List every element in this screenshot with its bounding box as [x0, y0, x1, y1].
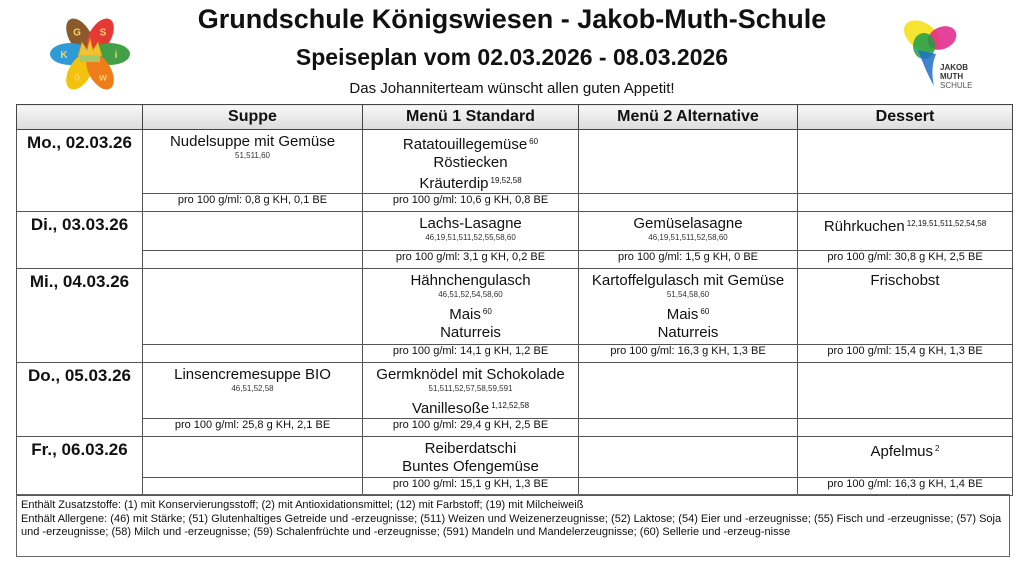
menu1-cell [363, 130, 579, 194]
day-row [17, 437, 1013, 478]
logo-text: JAKOB [940, 63, 969, 72]
menu1-cell [363, 437, 579, 478]
dish [363, 133, 578, 154]
allergen-codes: 19,52,58 [490, 176, 522, 185]
dish-name: Apfelmus [870, 443, 934, 460]
menu2-nutrition [579, 419, 798, 437]
dish-name: Rührkuchen [823, 218, 905, 235]
table-header-row [17, 105, 1013, 130]
dish-name: Frischobst [870, 272, 940, 289]
dessert-nutrition [798, 194, 1013, 212]
column-header-menu2: Menü 2 Alternative [579, 105, 798, 130]
dish-name: Nudelsuppe mit Gemüse [169, 133, 336, 150]
day-label: Mo., 02.03.26 [17, 130, 143, 212]
menu2-cell [579, 269, 798, 345]
dish-name: Kartoffelgulasch mit Gemüse [591, 272, 785, 289]
menu1-cell [363, 269, 579, 345]
dessert-cell [798, 437, 1013, 478]
school-title: Grundschule Königswiesen - Jakob-Muth-Schule [197, 4, 827, 34]
suppe-cell [143, 363, 363, 419]
dish-name: Ratatouillegemüse [402, 136, 528, 153]
logo-text: MUTH [940, 72, 964, 81]
dish [363, 172, 578, 193]
dessert-cell [798, 269, 1013, 345]
dish [798, 272, 1012, 290]
menu2-cell [579, 130, 798, 194]
suppe-nutrition: pro 100 g/ml: 0,8 g KH, 0,1 BE [143, 194, 363, 212]
nutrition-row [17, 345, 1013, 363]
allergen-codes: 46,51,52,54,58,60 [438, 290, 503, 299]
menu2-cell [579, 212, 798, 251]
dish-name: Mais [666, 306, 699, 323]
dish-name: Naturreis [440, 324, 501, 341]
allergen-codes: 46,51,52,58 [231, 384, 274, 393]
dish [579, 215, 797, 233]
allergen-codes: 46,19,51,511,52,55,58,60 [425, 233, 516, 242]
logo-letter: i [114, 50, 118, 61]
dish [143, 366, 362, 384]
menu2-nutrition: pro 100 g/ml: 1,5 g KH, 0 BE [579, 251, 798, 269]
day-row [17, 212, 1013, 251]
suppe-cell [143, 130, 363, 194]
dish [363, 366, 578, 384]
menu1-cell [363, 212, 579, 251]
suppe-nutrition [143, 478, 363, 496]
suppe-cell [143, 269, 363, 345]
menu2-cell [579, 437, 798, 478]
dish [363, 303, 578, 324]
suppe-nutrition: pro 100 g/ml: 25,8 g KH, 2,1 BE [143, 419, 363, 437]
dish-name: Reiberdatschi [424, 440, 517, 457]
dish [143, 133, 362, 151]
allergen-codes: 51,511,52,57,58,59,591 [428, 384, 513, 393]
dish [363, 324, 578, 342]
logo-letter: w [99, 72, 107, 84]
allergen-codes: 51,511,60 [235, 151, 270, 160]
allergen-codes: 46,19,51,511,52,58,60 [648, 233, 728, 242]
day-row [17, 269, 1013, 345]
logo-letter: ö [73, 72, 81, 84]
legend-footer [16, 494, 1010, 557]
menu1-nutrition: pro 100 g/ml: 10,6 g KH, 0,8 BE [363, 194, 579, 212]
menu2-nutrition [579, 478, 798, 496]
dish [363, 440, 578, 458]
dessert-nutrition: pro 100 g/ml: 16,3 g KH, 1,4 BE [798, 478, 1013, 496]
allergen-codes: 60 [700, 307, 710, 316]
dish [579, 272, 797, 290]
column-header-suppe: Suppe [143, 105, 363, 130]
nutrition-row [17, 478, 1013, 496]
dish [363, 397, 578, 418]
dish-name: Kräuterdip [419, 175, 489, 192]
jakob-muth-logo [892, 10, 988, 94]
dish-name: Germknödel mit Schokolade [376, 366, 565, 383]
allergen-codes: 51,54,58,60 [666, 290, 710, 299]
dish [579, 324, 797, 342]
dessert-nutrition [798, 419, 1013, 437]
suppe-cell [143, 437, 363, 478]
allergen-codes: 60 [482, 307, 492, 316]
menu-date-range: Speiseplan vom 02.03.2026 - 08.03.2026 [295, 44, 729, 70]
column-header-menu1: Menü 1 Standard [363, 105, 579, 130]
dish-name: Linsencremesuppe BIO [174, 366, 331, 383]
suppe-cell [143, 212, 363, 251]
suppe-nutrition [143, 251, 363, 269]
menu2-nutrition [579, 194, 798, 212]
menu2-cell [579, 363, 798, 419]
allergen-codes: 12,19,51,511,52,54,58 [906, 219, 987, 228]
greeting: Das Johanniterteam wünscht allen guten Appetit! [349, 80, 675, 97]
day-row [17, 130, 1013, 194]
column-header-day [17, 105, 143, 130]
allergen-codes: 2 [935, 444, 940, 453]
additives-legend: Enthält Zusatzstoffe: (1) mit Konservierungsstoff; (2) mit Antioxidationsmittel; (12) mit Farbstoff; (19) mit Milcheiweiß [21, 499, 584, 511]
dish [363, 154, 578, 172]
dish-name: Naturreis [657, 324, 719, 341]
dish-name: Röstiecken [433, 154, 508, 171]
logo-text: SCHULE [940, 81, 973, 90]
menu1-nutrition: pro 100 g/ml: 29,4 g KH, 2,5 BE [363, 419, 579, 437]
dessert-nutrition: pro 100 g/ml: 30,8 g KH, 2,5 BE [798, 251, 1013, 269]
suppe-nutrition [143, 345, 363, 363]
logo-letter: S [99, 27, 107, 39]
menu1-nutrition: pro 100 g/ml: 15,1 g KH, 1,3 BE [363, 478, 579, 496]
allergen-codes: 60 [529, 137, 539, 146]
day-label: Di., 03.03.26 [17, 212, 143, 269]
dish-name: Hähnchengulasch [410, 272, 531, 289]
menu1-nutrition: pro 100 g/ml: 14,1 g KH, 1,2 BE [363, 345, 579, 363]
day-row [17, 363, 1013, 419]
dessert-cell [798, 363, 1013, 419]
menu1-cell [363, 363, 579, 419]
dish [363, 458, 578, 476]
dish [798, 215, 1012, 236]
menu-table [16, 104, 1013, 496]
allergen-codes: 1,12,52,58 [491, 401, 530, 410]
column-header-dessert: Dessert [798, 105, 1013, 130]
nutrition-row [17, 194, 1013, 212]
day-label: Fr., 06.03.26 [17, 437, 143, 496]
dish-name: Mais [449, 306, 481, 323]
logo-letter: G [73, 27, 81, 39]
day-label: Mi., 04.03.26 [17, 269, 143, 363]
dish-name: Lachs-Lasagne [419, 215, 522, 232]
nutrition-row [17, 419, 1013, 437]
dish-name: Gemüselasagne [633, 215, 743, 232]
dish-name: Vanillesoße [411, 400, 490, 417]
heart-logo-icon [892, 10, 988, 94]
dish [363, 272, 578, 290]
dish [798, 440, 1012, 461]
dessert-nutrition: pro 100 g/ml: 15,4 g KH, 1,3 BE [798, 345, 1013, 363]
logo-letter: K [60, 50, 68, 61]
dish [579, 303, 797, 324]
dish-name: Buntes Ofengemüse [402, 458, 539, 475]
menu2-nutrition: pro 100 g/ml: 16,3 g KH, 1,3 BE [579, 345, 798, 363]
menu1-nutrition: pro 100 g/ml: 3,1 g KH, 0,2 BE [363, 251, 579, 269]
day-label: Do., 05.03.26 [17, 363, 143, 437]
dessert-cell [798, 130, 1013, 194]
nutrition-row [17, 251, 1013, 269]
dish [363, 215, 578, 233]
allergens-legend: Enthält Allergene: (46) mit Stärke; (51) Glutenhaltiges Getreide und -erzeugnisse; (511) Weizen und Weizenerzeugnisse; (52) Laktose; (54) Eier und -erzeugnisse; (55) Fisch und -erzeugnisse; (57) Soja und -erzeugnisse; (58) Milch und -erzeugnisse; (59) Schalenfrüchte und -erzeugnisse; (591) Mandeln und Mandelerzeugnisse; (60) Sellerie und -erzeug-nisse [21, 512, 1002, 538]
dessert-cell [798, 212, 1013, 251]
